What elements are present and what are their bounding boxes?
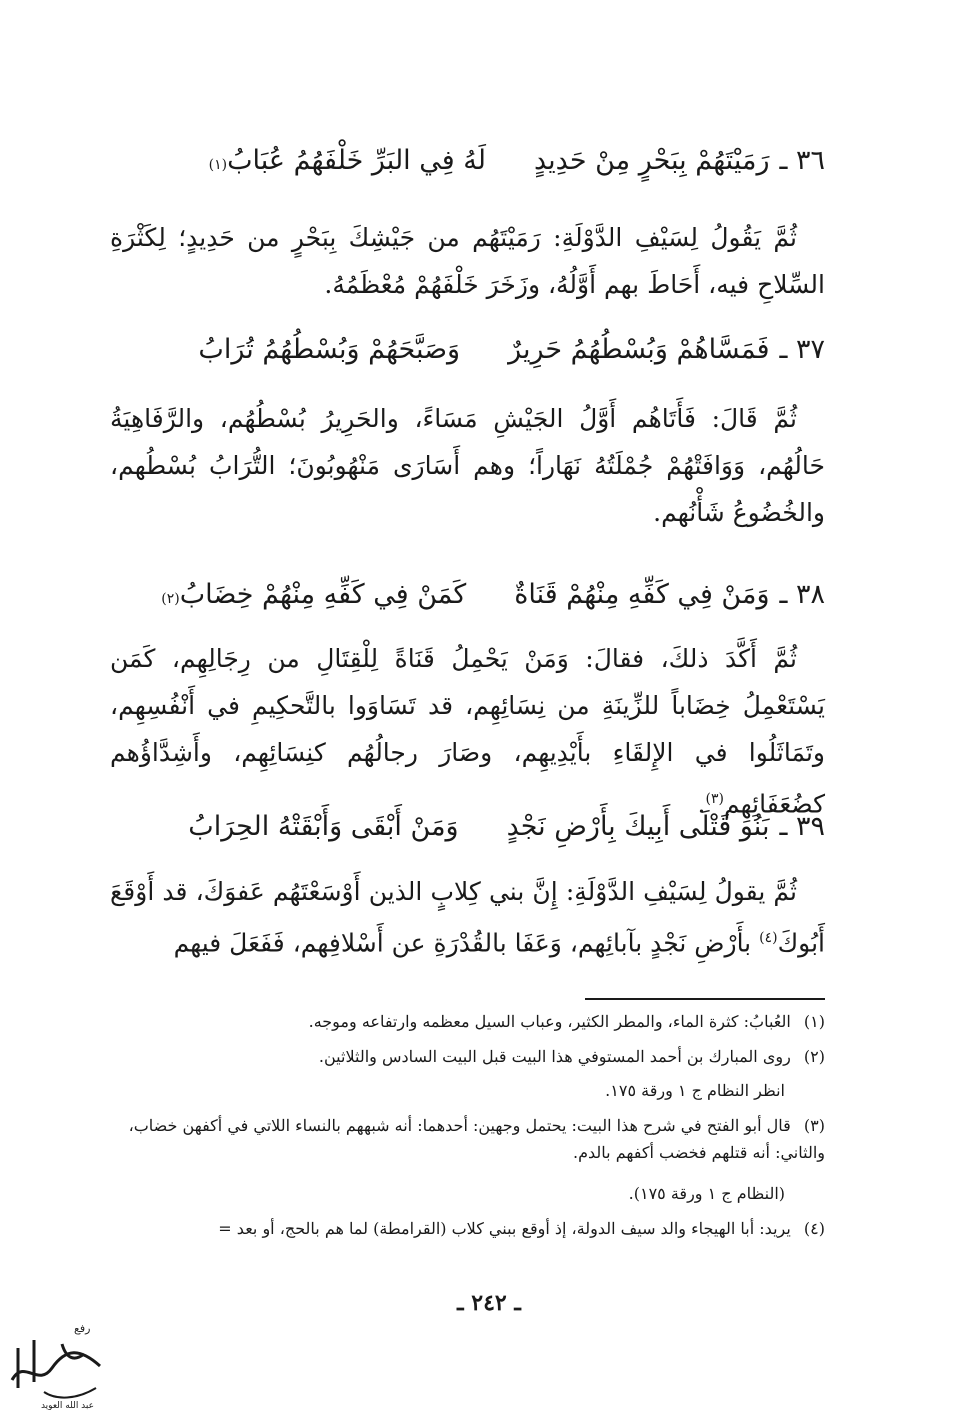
verse-37 xyxy=(110,330,825,370)
verse-first-hemistich: وَمَنْ فِي كَفِّهِ مِنْهُمْ قَنَاةٌ xyxy=(514,579,770,610)
verse-second-hemistich: كَمَنْ فِي كَفِّهِ مِنْهُمْ خِضَابُ xyxy=(179,579,467,610)
commentary-tail: بأَرْضِ نَجْدٍ بآبائِهم، وَعَفَا بالقُدْرَةِ عن أَسْلافِهم، فَفَعَلَ فيهم xyxy=(173,928,760,958)
stamp-sub-text: عبد الله العويد xyxy=(40,1401,94,1410)
footnote-2 xyxy=(110,1043,825,1070)
verse-39 xyxy=(110,807,825,847)
footnote-number: (٢) xyxy=(803,1047,825,1066)
verse-first-hemistich: بَنُو قَتْلَى أَبِيكَ بِأَرْضِ نَجْدٍ xyxy=(506,811,770,842)
footnote-text: انظر النظام ج ١ ورقة ١٧٥. xyxy=(605,1081,785,1100)
stamp-top-text: رفع xyxy=(74,1322,91,1335)
footnote-2-continuation xyxy=(110,1077,825,1104)
library-stamp-logo xyxy=(4,1318,114,1410)
footnote-text: روى المبارك بن أحمد المستوفي هذا البيت قبل البيت السادس والثلاثين. xyxy=(318,1047,791,1066)
footnote-4 xyxy=(110,1215,825,1242)
verse-second-hemistich: وَصَبَّحَهُمْ وَبُسْطُهُمُ تُرَابُ xyxy=(198,334,461,365)
footnote-number: (٤) xyxy=(803,1219,825,1238)
commentary-paragraph xyxy=(110,635,825,827)
footnote-text: قال أبو الفتح في شرح هذا البيت: يحتمل وجهين: أحدهما: أنه شبههم بالنساء اللاتي في أكفهن خضاب، والثاني: أنه قتلهم فخضب أكفهم بالدم. xyxy=(128,1116,825,1162)
commentary-tail: . xyxy=(697,789,706,819)
verse-first-hemistich: رَمَيْتَهُمْ بِبَحْرٍ مِنْ حَدِيدٍ xyxy=(533,145,770,176)
footnote-marker: (٢) xyxy=(161,591,180,607)
verse-number: ٣٦ ـ xyxy=(779,145,825,176)
commentary-paragraph xyxy=(110,214,825,308)
commentary-text: ثُمَّ يقولُ لِسَيْفِ الدَّوْلَةِ: إِنَّ بني كِلابٍ الذين أَوْسَعْتَهُم عَفوَكَ، قد أَوْقَعَ أَبُوكَ xyxy=(110,877,825,958)
verse-first-hemistich: فَمَسَّاهُمْ وَبُسْطُهُمُ حَرِيرٌ xyxy=(508,334,770,365)
verse-38 xyxy=(110,575,825,619)
footnote-marker: (١) xyxy=(208,157,228,173)
footnote-text: العُبابُ: كثرة الماء، والمطر الكثير، وعباب السيل معظمه وارتفاعه وموجه. xyxy=(308,1012,791,1031)
commentary-text: ثُمَّ يَقُولُ لِسَيْفِ الدَّوْلَةِ: رَمَيْتَهُم من جَيْشِكَ بِبَحْرٍ من حَدِيدٍ؛ لِكَثْرَةِ السِّلاحِ فيه، أَحَاطَ بهم أَوَّلُهُ، وزَخَرَ خَلْفَهُمْ مُعْظَمُهُ. xyxy=(110,223,825,299)
footnote-text: يريد: أبا الهيجاء والد سيف الدولة، إذ أوقع ببني كلاب (القرامطة) لما هم بالحج، أو بعد = xyxy=(218,1219,791,1238)
footnote-text: (النظام ج ١ ورقة ١٧٥). xyxy=(628,1184,785,1203)
footnote-number: (١) xyxy=(803,1012,825,1031)
commentary-text: ثُمَّ قَالَ: فَأَتَاهُم أَوَّلُ الجَيْشِ مَسَاءً، والحَرِيرُ بُسْطُهُم، والرَّفَاهِيَةُ حَالُهُم، وَوَافَتْهُمْ جُمْلَتُهُ نَهَاراً؛ وهم أَسَارَى مَنْهُوبُونَ؛ التُّرَابُ بُسْطُهم، والخُضُوعُ شَأْنُهم. xyxy=(110,404,825,527)
verse-number: ٣٨ ـ xyxy=(779,579,825,610)
page-number: ـ ٢٤٢ ـ xyxy=(457,1290,521,1316)
verse-second-hemistich: وَمَنْ أَبْقَى وَأَبْقَتْهُ الحِرَابُ xyxy=(188,811,459,842)
verse-number: ٣٧ ـ xyxy=(779,334,825,365)
footnote-separator xyxy=(585,998,825,1000)
verse-number: ٣٩ ـ xyxy=(779,811,825,842)
footnote-3-continuation xyxy=(110,1180,825,1207)
footnote-marker: (٣) xyxy=(705,791,724,807)
commentary-text: ثُمَّ أَكَّدَ ذلكَ، فقالَ: وَمَنْ يَحْمِلُ قَنَاةً لِلْقِتَالِ من رِجَالِهِم، كَمَن يَسْتَعْمِلُ خِضَاباً للزِّينَةِ من نِسَائِهِم، قد تَسَاوَوا بالتَّحكِيمِ في أَنْفُسِهِم، وتَمَاثَلُوا في الإِلقَاءِ بأَيْدِيهِم، وصَارَ رجالُهُم كنِسَائِهِم، وأَشِدَّاؤُهم كضُعَفَائِهِم xyxy=(110,644,825,819)
footnote-1 xyxy=(110,1008,825,1035)
footnote-marker: (٤) xyxy=(759,930,778,946)
footnote-3 xyxy=(110,1112,825,1166)
commentary-paragraph xyxy=(110,868,825,966)
verse-36 xyxy=(110,141,825,185)
verse-second-hemistich: لَهُ فِي البَرِّ خَلْفَهُمُ عُبَابُ xyxy=(227,145,486,176)
footnote-number: (٣) xyxy=(803,1116,825,1135)
commentary-paragraph xyxy=(110,395,825,536)
